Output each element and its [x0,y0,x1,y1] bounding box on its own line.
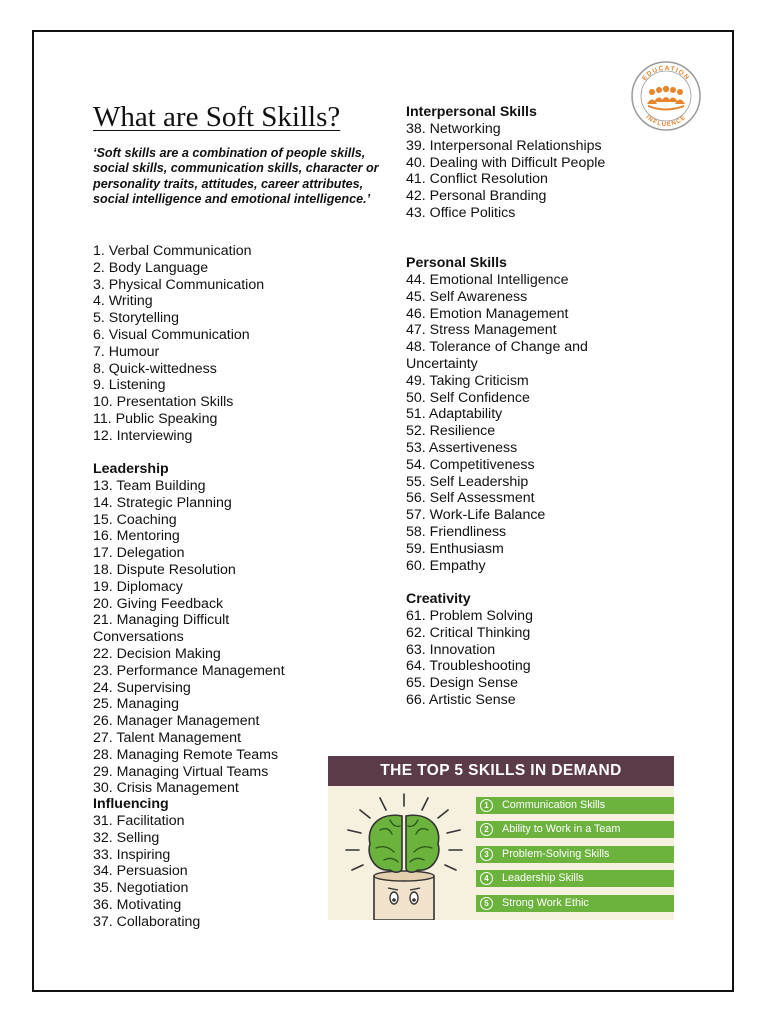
skill-list-item: 29. Managing Virtual Teams [93,763,269,780]
skill-list-item: 39. Interpersonal Relationships [406,137,602,154]
skill-list-item: 64. Troubleshooting [406,658,531,675]
skill-list-item: 25. Managing [93,696,179,713]
skill-list-item: 14. Strategic Planning [93,494,232,511]
section-heading-influencing: Influencing [93,796,169,812]
svg-text:EDUCATION: EDUCATION [641,64,691,83]
skill-list-item: 23. Performance Management [93,662,285,679]
skill-list-influencing [93,813,200,931]
top-skill-row [476,846,674,863]
skill-list-item: 21. Managing Difficult Conversations [93,612,230,646]
skill-list-item: 24. Supervising [93,679,191,696]
brain-head-icon [336,790,472,920]
skill-list-interpersonal [406,121,626,222]
skill-list-item: 1. Verbal Communication [93,243,252,259]
top-skill-row [476,797,674,814]
skill-list-item: 34. Persuasion [93,863,188,880]
section-heading-creativity: Creativity [406,591,471,607]
top-skill-row [476,821,674,838]
skill-list-item: 12. Interviewing [93,427,193,444]
skill-list-item: 7. Humour [93,343,160,360]
skill-list-item: 46. Emotion Management [406,305,569,322]
skill-list-item: 35. Negotiation [93,880,189,897]
skill-list-item: 4. Writing [93,293,153,310]
skill-list-leadership [93,478,313,797]
infographic-title: THE TOP 5 SKILLS IN DEMAND [328,756,674,786]
skill-list-item: 28. Managing Remote Teams [93,746,279,763]
skill-list-item: 18. Dispute Resolution [93,561,236,578]
skill-list-item: 26. Manager Management [93,713,260,730]
skill-list-communication [93,243,264,445]
skill-number-badge: 3 [480,848,493,861]
skill-label: Communication Skills [502,799,606,811]
top-skill-row [476,895,674,912]
top-skill-row [476,870,674,887]
skill-list-item: 20. Giving Feedback [93,595,224,612]
skill-list-item: 62. Critical Thinking [406,624,531,641]
skill-list-item: 54. Competitiveness [406,456,535,473]
skill-list-item: 41. Conflict Resolution [406,171,548,188]
skill-list-item: 11. Public Speaking [93,410,218,427]
definition-quote: ‘Soft skills are a combination of people skills, social skills, communication skills, character or personality traits, attitudes, career attributes, social intelligence and emotional intelligence.’ [93,146,379,207]
section-heading-interpersonal: Interpersonal Skills [406,104,537,120]
skill-list-item: 52. Resilience [406,423,496,440]
skill-list-item: 58. Friendliness [406,523,507,540]
section-heading-leadership: Leadership [93,461,169,477]
skill-number-badge: 1 [480,799,493,812]
skill-label: Ability to Work in a Team [502,823,621,835]
skill-label: Problem-Solving Skills [502,848,610,860]
skill-list-item: 55. Self Leadership [406,473,529,490]
skill-list-creativity [406,608,533,709]
skill-list-item: 10. Presentation Skills [93,394,234,411]
skill-number-badge: 5 [480,897,493,910]
skill-list-item: 65. Design Sense [406,675,518,692]
skill-list-item: 31. Facilitation [93,813,185,829]
skill-list-item: 27. Talent Management [93,729,242,746]
section-heading-personal: Personal Skills [406,255,507,271]
skill-list-item: 15. Coaching [93,511,177,528]
skill-list-item: 60. Empathy [406,557,486,574]
skill-list-item: 38. Networking [406,121,501,137]
skill-list-item: 36. Motivating [93,896,182,913]
skill-list-item: 44. Emotional Intelligence [406,272,569,288]
skill-list-item: 37. Collaborating [93,913,201,930]
skill-label: Strong Work Ethic [502,897,589,909]
skill-list-item: 66. Artistic Sense [406,691,516,708]
svg-text:INFLUENCE: INFLUENCE [644,114,688,129]
skill-list-item: 8. Quick-wittedness [93,360,217,377]
skill-list-item: 45. Self Awareness [406,288,528,305]
education-influence-logo [630,60,702,132]
skill-list-item: 59. Enthusiasm [406,540,504,557]
skill-list-item: 16. Mentoring [93,528,180,545]
skill-number-badge: 4 [480,872,493,885]
skill-list-item: 51. Adaptability [406,406,503,423]
skill-number-badge: 2 [480,823,493,836]
skill-list-item: 19. Diplomacy [93,578,183,595]
skill-list-item: 53. Assertiveness [406,439,518,456]
skill-list-item: 43. Office Politics [406,204,516,221]
skill-list-item: 50. Self Confidence [406,389,530,406]
skill-list-item: 22. Decision Making [93,645,221,662]
skill-list-item: 17. Delegation [93,545,185,562]
skill-list-item: 5. Storytelling [93,310,179,327]
skill-list-item: 9. Listening [93,377,166,394]
skill-list-item: 61. Problem Solving [406,608,533,624]
skill-list-item: 30. Crisis Management [93,780,239,797]
skill-list-item: 57. Work-Life Balance [406,507,546,524]
skill-list-personal [406,272,626,574]
skill-list-item: 56. Self Assessment [406,490,535,507]
skill-list-item: 32. Selling [93,829,160,846]
skill-label: Leadership Skills [502,872,584,884]
skill-list-item: 63. Innovation [406,641,496,658]
page-title: What are Soft Skills? [93,101,341,133]
top-5-skills-infographic [328,756,674,920]
skill-list-item: 6. Visual Communication [93,326,250,343]
skill-list-item: 2. Body Language [93,259,209,276]
skill-list-item: 33. Inspiring [93,846,171,863]
skill-list-item: 3. Physical Communication [93,276,265,293]
skill-list-item: 48. Tolerance of Change and Uncertainty [406,339,588,372]
skill-list-item: 42. Personal Branding [406,188,547,205]
skill-list-item: 49. Taking Criticism [406,372,529,389]
skill-list-item: 40. Dealing with Difficult People [406,154,606,171]
skill-list-item: 13. Team Building [93,478,206,494]
skill-list-item: 47. Stress Management [406,322,557,339]
